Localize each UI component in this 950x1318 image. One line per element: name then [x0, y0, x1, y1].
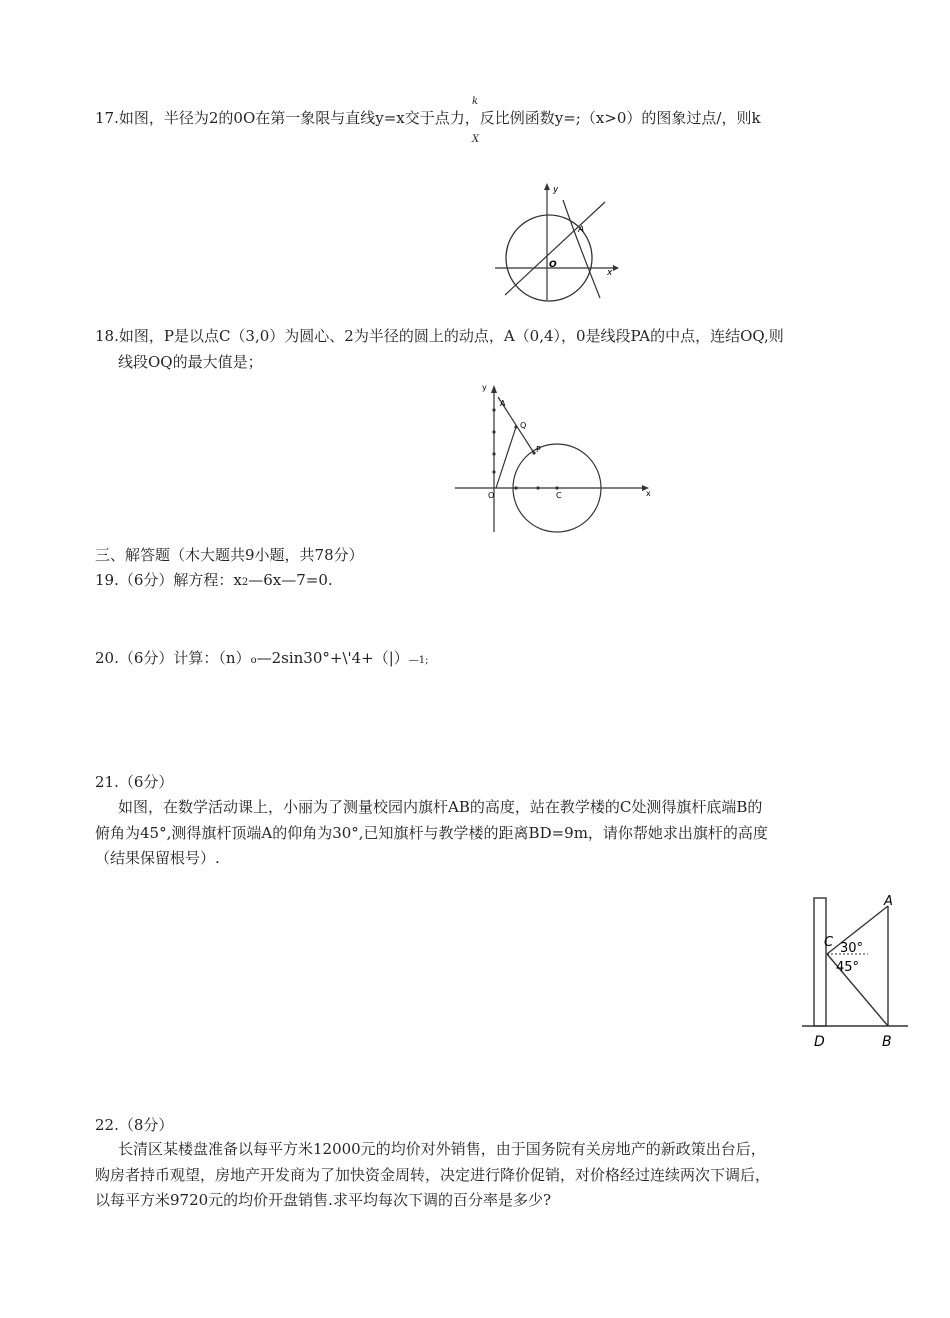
fraction-numerator: k: [472, 96, 479, 107]
point-p-label: P: [536, 445, 541, 454]
point-a-label: A: [578, 225, 585, 235]
q19-suffix: —6x—7=0.: [248, 571, 333, 589]
section-heading: 三、解答题（木大题共9小题，共78分）: [95, 546, 364, 564]
point-d-label: D: [814, 1034, 825, 1050]
origin-label: O: [549, 260, 557, 270]
q18-text-line2: 线段OQ的最大值是；: [118, 353, 263, 371]
q18-text-line1: 18.如图，P是以点C（3,0）为圆心、2为半径的圆上的动点，A（0,4），0是线段PA的中点，连结OQ,则: [95, 327, 784, 345]
axis-y-label: y: [553, 185, 559, 195]
point-a-label: A: [884, 894, 893, 909]
q17-text: 17.如图，半径为2的0O在第一象限与直线y=x交于点力，反比例函数y=;（x>0）的图象过点/，则k: [95, 109, 761, 127]
q20-prefix: 20.（6分）计算：（n）: [95, 649, 251, 667]
q21-heading: 21.（6分）: [95, 773, 174, 791]
origin-label: O: [488, 491, 495, 500]
q22-text-line1: 长清区某楼盘准备以每平方米12000元的均价对外销售，由于国务院有关房地产的新政策出台后，: [118, 1140, 766, 1158]
axis-y-label: y: [482, 383, 487, 392]
point-c-label: C: [556, 491, 562, 500]
fraction-denominator: X: [472, 134, 480, 145]
q19-exponent: 2: [241, 577, 249, 588]
q19-prefix: 19.（6分）解方程：x: [95, 571, 242, 589]
axis-x-label: x: [607, 268, 613, 278]
angle-30-label: 30°: [840, 941, 864, 956]
angle-45-label: 45°: [836, 960, 860, 975]
q20-subscript-0: o: [250, 655, 257, 666]
q22-heading: 22.（8分）: [95, 1116, 174, 1134]
q21-text-line3: （结果保留根号）.: [95, 849, 220, 867]
point-b-label: B: [882, 1034, 892, 1050]
q19-text: [95, 570, 333, 593]
point-c-label: C: [824, 935, 834, 950]
q18-figure: [452, 380, 657, 535]
q21-text-line1: 如图，在数学活动课上，小丽为了测量校园内旗杆AB的高度，站在教学楼的C处测得旗杆底端B的: [118, 798, 763, 816]
q22-text-line3: 以每平方米9720元的均价开盘销售.求平均每次下调的百分率是多少?: [95, 1191, 551, 1209]
point-q-label: Q: [520, 421, 527, 430]
axis-x-label: x: [646, 489, 651, 498]
q20-middle: —2sin30°+\'4+（|）: [256, 649, 409, 667]
q21-text-line2: 俯角为45°,测得旗杆顶端A的仰角为30°,已知旗杆与教学楼的距离BD=9m，请你帮她求出旗杆的高度: [95, 824, 768, 842]
q21-figure: [800, 888, 910, 1053]
q20-text: [95, 648, 429, 671]
q20-subscript-1: —1;: [408, 655, 429, 666]
q22-text-line2: 购房者持币观望，房地产开发商为了加快资金周转，决定进行降价促销，对价格经过连续两次下调后，: [95, 1166, 771, 1184]
point-a-label: A: [500, 399, 506, 408]
q17-figure: [495, 180, 620, 305]
